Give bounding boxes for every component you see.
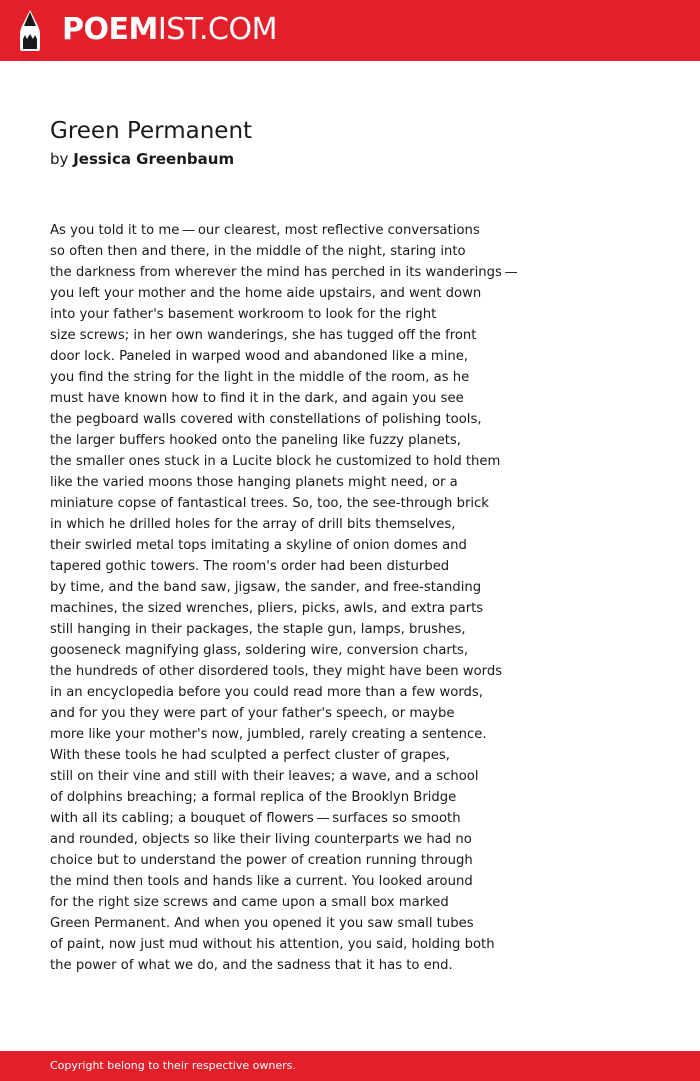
poem-line: still on their vine and still with their leaves; a wave, and a school — [50, 769, 479, 784]
author-name: Jessica Greenbaum — [73, 150, 235, 168]
poem-line: and rounded, objects so like their living counterparts we had no — [50, 832, 472, 847]
poem-line: machines, the sized wrenches, pliers, picks, awls, and extra parts — [50, 601, 484, 616]
poem-line: their swirled metal tops imitating a skyline of onion domes and — [50, 538, 467, 553]
pen-nib-icon[interactable] — [17, 9, 43, 52]
poem-line: As you told it to me — our clearest, most reflective conversations — [50, 223, 480, 238]
poem-line: with all its cabling; a bouquet of flowers — surfaces so smooth — [50, 811, 461, 826]
poem-line: by time, and the band saw, jigsaw, the sander, and free-standing — [50, 580, 482, 595]
poem-line: in an encyclopedia before you could read more than a few words, — [50, 685, 483, 700]
poem-line: the hundreds of other disordered tools, they might have been words — [50, 664, 503, 679]
logo-brand-bold: POEM — [62, 12, 158, 47]
by-label: by — [50, 150, 69, 168]
site-header — [0, 0, 700, 61]
poem-line: more like your mother's now, jumbled, rarely creating a sentence. — [50, 727, 487, 742]
site-logo[interactable] — [62, 11, 277, 49]
poem-line: into your father's basement workroom to look for the right — [50, 307, 437, 322]
poem-line: door lock. Paneled in warped wood and abandoned like a mine, — [50, 349, 469, 364]
site-footer — [0, 1051, 700, 1081]
poem-line: so often then and there, in the middle of the night, staring into — [50, 244, 466, 259]
copyright-text: Copyright belong to their respective owners. — [50, 1059, 296, 1072]
poem-line: like the varied moons those hanging planets might need, or a — [50, 475, 458, 490]
poem-line: the darkness from wherever the mind has perched in its wanderings — — [50, 265, 521, 280]
poem-line: the pegboard walls covered with constellations of polishing tools, — [50, 412, 482, 427]
poem-line: the mind then tools and hands like a current. You looked around — [50, 874, 473, 889]
poem-line: you find the string for the light in the middle of the room, as he — [50, 370, 470, 385]
poem-line: the power of what we do, and the sadness that it has to end. — [50, 958, 453, 973]
poem-line: of dolphins breaching; a formal replica of the Brooklyn Bridge — [50, 790, 457, 805]
poem-line: still hanging in their packages, the staple gun, lamps, brushes, — [50, 622, 466, 637]
poem-line: the smaller ones stuck in a Lucite block he customized to hold them — [50, 454, 501, 469]
poem-line: Green Permanent. And when you opened it you saw small tubes — [50, 916, 474, 931]
poem-body — [50, 220, 670, 976]
poem-line: tapered gothic towers. The room's order had been disturbed — [50, 559, 450, 574]
poem-line: you left your mother and the home aide upstairs, and went down — [50, 286, 482, 301]
logo-brand-light: IST.COM — [157, 12, 277, 47]
poem-line: of paint, now just mud without his attention, you said, holding both — [50, 937, 495, 952]
poem-line: With these tools he had sculpted a perfect cluster of grapes, — [50, 748, 450, 763]
poem-title: Green Permanent — [50, 118, 253, 144]
poem-line: for the right size screws and came upon a small box marked — [50, 895, 449, 910]
poem-line: and for you they were part of your father's speech, or maybe — [50, 706, 455, 721]
poem-line: in which he drilled holes for the array of drill bits themselves, — [50, 517, 456, 532]
poem-line: the larger buffers hooked onto the paneling like fuzzy planets, — [50, 433, 461, 448]
poem-line: size screws; in her own wanderings, she has tugged off the front — [50, 328, 477, 343]
poem-line: must have known how to find it in the dark, and again you see — [50, 391, 464, 406]
poem-line: miniature copse of fantastical trees. So, too, the see-through brick — [50, 496, 489, 511]
poem-line: choice but to understand the power of creation running through — [50, 853, 473, 868]
poem-line: gooseneck magnifying glass, soldering wire, conversion charts, — [50, 643, 469, 658]
byline — [50, 149, 234, 169]
